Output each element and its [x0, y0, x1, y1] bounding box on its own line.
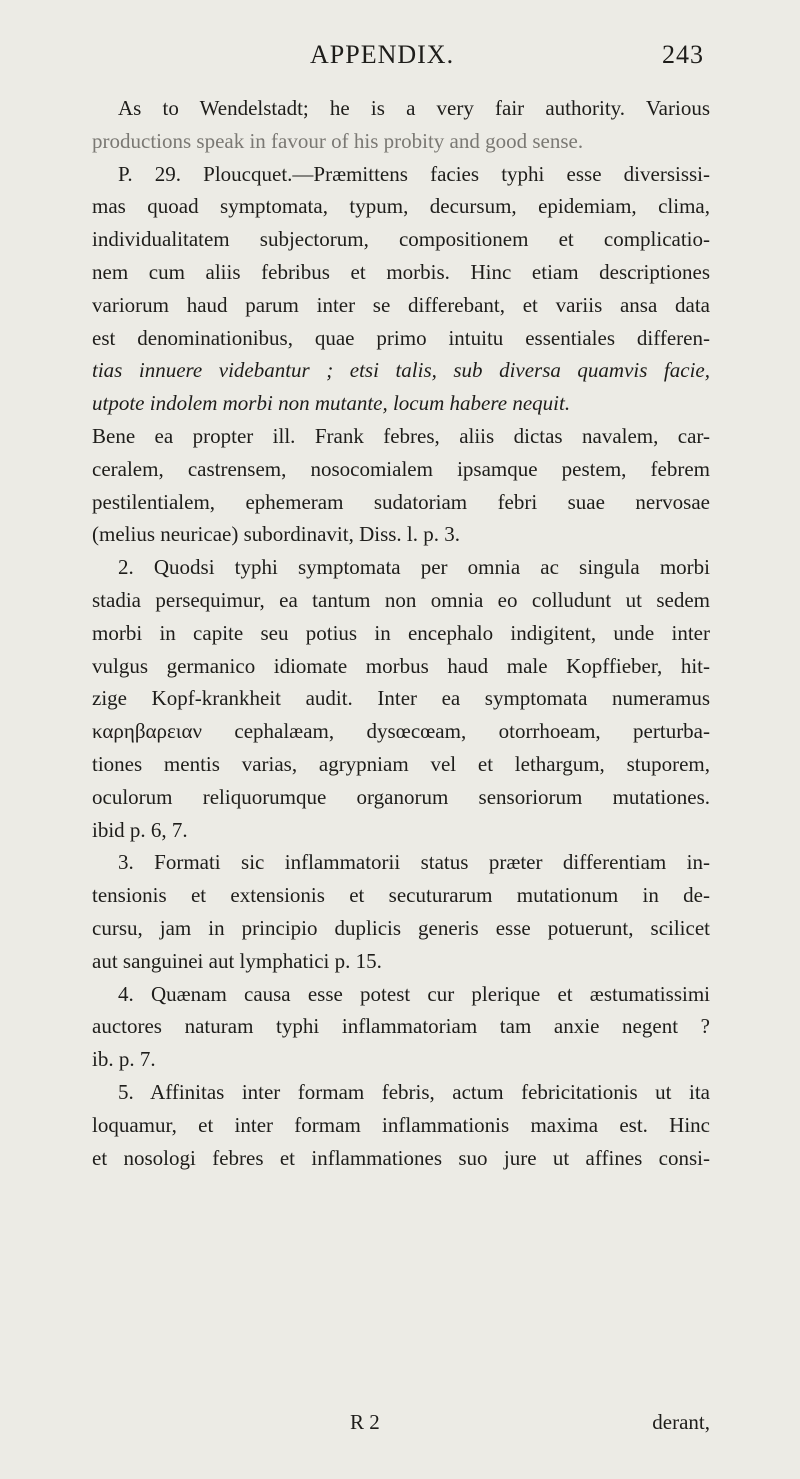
text-line: καρηβαρειαν cephalæam, dysœcœam, otorrhoeam, perturba-: [92, 719, 710, 744]
text-line: 2. Quodsi typhi symptomata per omnia ac singula morbi: [118, 555, 710, 580]
text-line: 4. Quænam causa esse potest cur plerique et æstumatissimi: [118, 981, 710, 1006]
text-line: As to Wendelstadt; he is a very fair authority. Various: [118, 96, 710, 120]
text-line: stadia persequimur, ea tantum non omnia eo colludunt ut sedem: [92, 587, 710, 612]
text-line: Bene ea propter ill. Frank febres, aliis dictas navalem, car-: [92, 423, 710, 448]
text-line: auctores naturam typhi inflammatoriam tam anxie negent ?: [92, 1014, 710, 1039]
text-line: ib. p. 7.: [92, 1047, 156, 1072]
text-line: tias innuere videbantur ; etsi talis, sub diversa quamvis facie,: [92, 358, 710, 383]
text-line: vulgus germanico idiomate morbus haud male Kopffieber, hit-: [92, 653, 710, 678]
text-line: ibid p. 6, 7.: [92, 817, 188, 842]
text-line: utpote indolem morbi non mutante, locum habere nequit.: [92, 391, 571, 416]
text-line: tiones mentis varias, agrypniam vel et lethargum, stuporem,: [92, 751, 710, 776]
text-line: tensionis et extensionis et secuturarum mutationum in de-: [92, 883, 710, 908]
running-title: APPENDIX.: [310, 40, 455, 69]
text-line: (melius neuricae) subordinavit, Diss. l. p. 3.: [92, 522, 461, 547]
text-line: variorum haud parum inter se differebant, et variis ansa data: [92, 292, 710, 317]
text-line: 3. Formati sic inflammatorii status præter differentiam in-: [118, 850, 710, 875]
text-line: zige Kopf-krankheit audit. Inter ea symptomata numeramus: [92, 686, 710, 711]
text-line: loquamur, et inter formam inflammationis maxima est. Hinc: [92, 1112, 710, 1137]
text-line: ceralem, castrensem, nosocomialem ipsamque pestem, febrem: [92, 456, 710, 481]
text-line: morbi in capite seu potius in encephalo indigitent, unde inter: [92, 620, 710, 645]
text-line: et nosologi febres et inflammationes suo jure ut affines consi-: [92, 1145, 710, 1170]
text-line: oculorum reliquorumque organorum sensoriorum mutationes.: [92, 784, 710, 809]
text-line: P. 29. Ploucquet.—Præmittens facies typhi esse diversissi-: [118, 161, 710, 186]
text-line: est denominationibus, quae primo intuitu essentiales differen-: [92, 325, 710, 350]
text-body: [92, 92, 710, 1174]
running-head: [92, 40, 704, 80]
signature-mark: R 2: [350, 1410, 380, 1434]
text-line: pestilentialem, ephemeram sudatoriam febri suae nervosae: [92, 489, 710, 514]
page-footer: [92, 1410, 710, 1444]
text-line: nem cum aliis febribus et morbis. Hinc etiam descriptiones: [92, 259, 710, 284]
text-line: productions speak in favour of his probity and good sense.: [92, 128, 584, 153]
catchword: derant,: [652, 1410, 710, 1434]
text-line: individualitatem subjectorum, compositionem et complicatio-: [92, 227, 710, 252]
text-line: cursu, jam in principio duplicis generis esse potuerunt, scilicet: [92, 915, 710, 940]
page-number: 243: [662, 40, 704, 69]
text-line: 5. Affinitas inter formam febris, actum febricitationis ut ita: [118, 1079, 710, 1104]
text-line: aut sanguinei aut lymphatici p. 15.: [92, 948, 382, 973]
text-line: mas quoad symptomata, typum, decursum, epidemiam, clima,: [92, 194, 710, 219]
